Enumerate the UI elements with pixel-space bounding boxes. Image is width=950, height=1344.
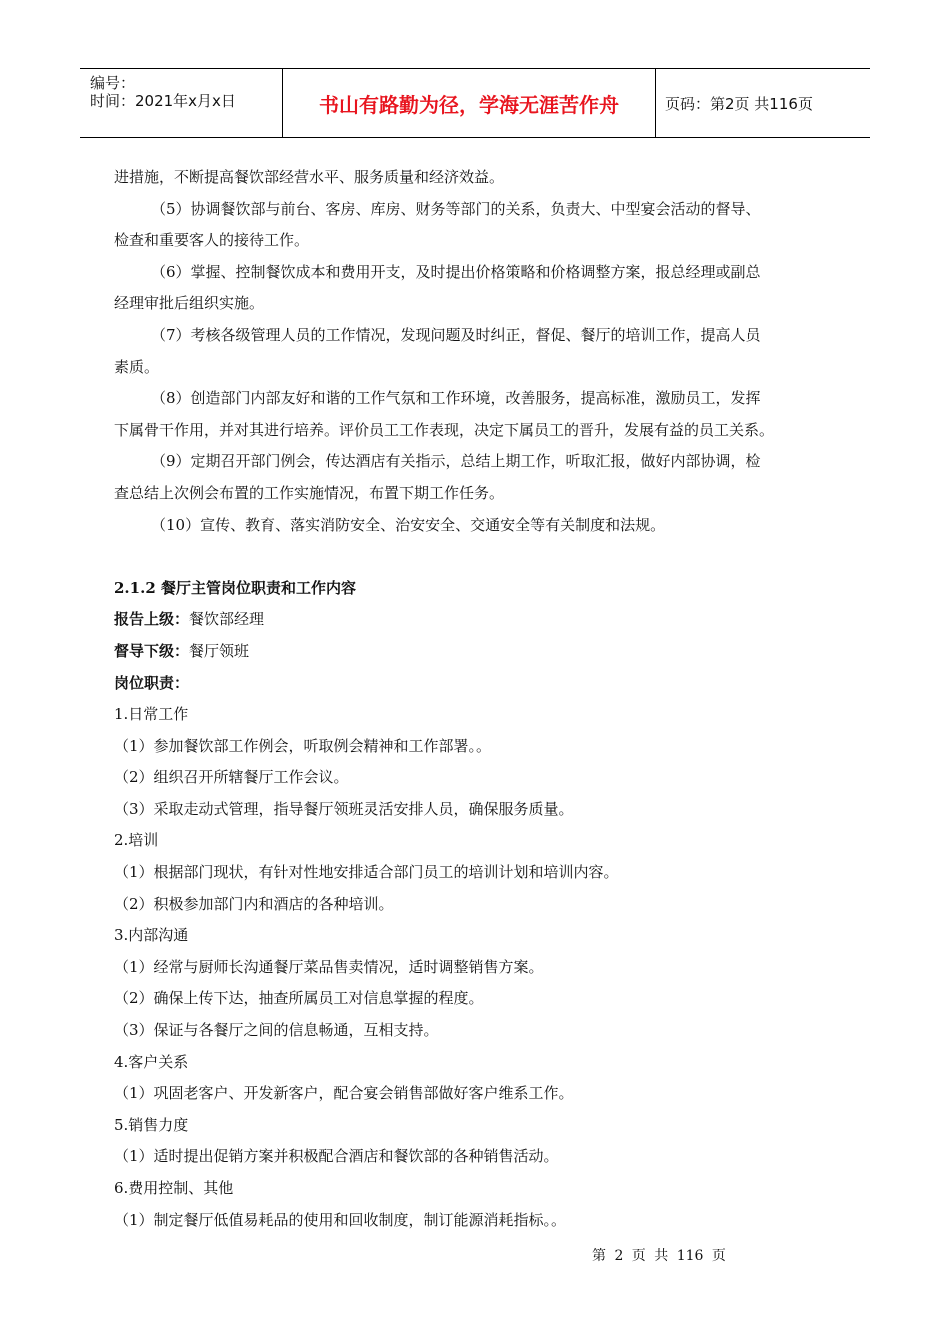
duty-item: （2）确保上传下达，抽查所属员工对信息掌握的程度。 bbox=[114, 989, 484, 1008]
paragraph-line: （6）掌握、控制餐饮成本和费用开支，及时提出价格策略和价格调整方案，报总经理或副总 bbox=[151, 262, 761, 281]
report-value: 餐饮部经理 bbox=[189, 610, 265, 629]
time-label: 时间：2021年x月x日 bbox=[90, 92, 236, 110]
paragraph-line: （5）协调餐饮部与前台、客房、库房、财务等部门的关系，负责大、中型宴会活动的督导、 bbox=[151, 199, 761, 218]
paragraph-line: （7）考核各级管理人员的工作情况，发现问题及时纠正，督促、餐厅的培训工作，提高人员 bbox=[151, 325, 761, 344]
duty-group-title: 5.销售力度 bbox=[114, 1115, 189, 1134]
duties-label: 岗位职责： bbox=[114, 673, 190, 692]
duty-group-title: 2.培训 bbox=[114, 831, 159, 850]
duty-group-title: 1.日常工作 bbox=[114, 705, 189, 724]
section-title: 2.1.2 餐厅主管岗位职责和工作内容 bbox=[114, 578, 356, 597]
number-label: 编号： bbox=[90, 74, 136, 92]
duty-item: （1）适时提出促销方案并积极配合酒店和餐饮部的各种销售活动。 bbox=[114, 1147, 559, 1166]
duty-item: （1）根据部门现状，有针对性地安排适合部门员工的培训计划和培训内容。 bbox=[114, 863, 619, 882]
duty-item: （2）积极参加部门内和酒店的各种培训。 bbox=[114, 894, 394, 913]
document-body bbox=[114, 162, 844, 1236]
duty-item: （2）组织召开所辖餐厅工作会议。 bbox=[114, 768, 349, 787]
header-left-cell bbox=[80, 69, 282, 137]
duty-item: （3）采取走动式管理，指导餐厅领班灵活安排人员，确保服务质量。 bbox=[114, 799, 574, 818]
page-footer: 第 2 页 共 116 页 bbox=[592, 1248, 726, 1264]
spacer bbox=[114, 541, 844, 573]
duty-group-title: 6.费用控制、其他 bbox=[114, 1179, 234, 1197]
paragraph-line: （8）创造部门内部友好和谐的工作气氛和工作环境，改善服务，提高标准，激励员工，发挥 bbox=[151, 389, 761, 408]
supervise-value: 餐厅领班 bbox=[189, 641, 250, 660]
page-info: 页码：第2页 共116页 bbox=[665, 94, 813, 113]
paragraph-line: 查总结上次例会布置的工作实施情况，布置下期工作任务。 bbox=[114, 483, 505, 502]
paragraph-line: 检查和重要客人的接待工作。 bbox=[114, 231, 310, 250]
supervise-line bbox=[114, 636, 844, 668]
paragraph-line: 进措施，不断提高餐饮部经营水平、服务质量和经济效益。 bbox=[114, 168, 505, 186]
paragraph-line: 素质。 bbox=[114, 357, 160, 376]
paragraph-line: 经理审批后组织实施。 bbox=[114, 294, 265, 313]
duty-item: （1）参加餐饮部工作例会，听取例会精神和工作部署。。 bbox=[114, 736, 492, 755]
motto: 书山有路勤为径，学海无涯苦作舟 bbox=[282, 69, 656, 137]
report-label: 报告上级： bbox=[114, 610, 190, 629]
paragraph-line: 下属骨干作用，并对其进行培养。评价员工工作表现，决定下属员工的晋升，发展有益的员工关系。 bbox=[114, 420, 775, 439]
supervise-label: 督导下级： bbox=[114, 641, 190, 660]
duty-item: （1）巩固老客户、开发新客户，配合宴会销售部做好客户维系工作。 bbox=[114, 1084, 574, 1103]
duty-group-title: 4.客户关系 bbox=[114, 1052, 189, 1071]
duty-item: （1）制定餐厅低值易耗品的使用和回收制度，制订能源消耗指标。。 bbox=[114, 1210, 567, 1229]
duty-group-title: 3.内部沟通 bbox=[114, 926, 189, 945]
paragraph-line: （10）宣传、教育、落实消防安全、治安安全、交通安全等有关制度和法规。 bbox=[151, 515, 666, 534]
paragraph-line: （9）定期召开部门例会，传达酒店有关指示，总结上期工作，听取汇报，做好内部协调，检 bbox=[151, 452, 761, 471]
duty-item: （3）保证与各餐厅之间的信息畅通，互相支持。 bbox=[114, 1021, 439, 1040]
duty-item: （1）经常与厨师长沟通餐厅菜品售卖情况，适时调整销售方案。 bbox=[114, 957, 544, 976]
page-header bbox=[80, 68, 870, 138]
report-line bbox=[114, 604, 844, 636]
